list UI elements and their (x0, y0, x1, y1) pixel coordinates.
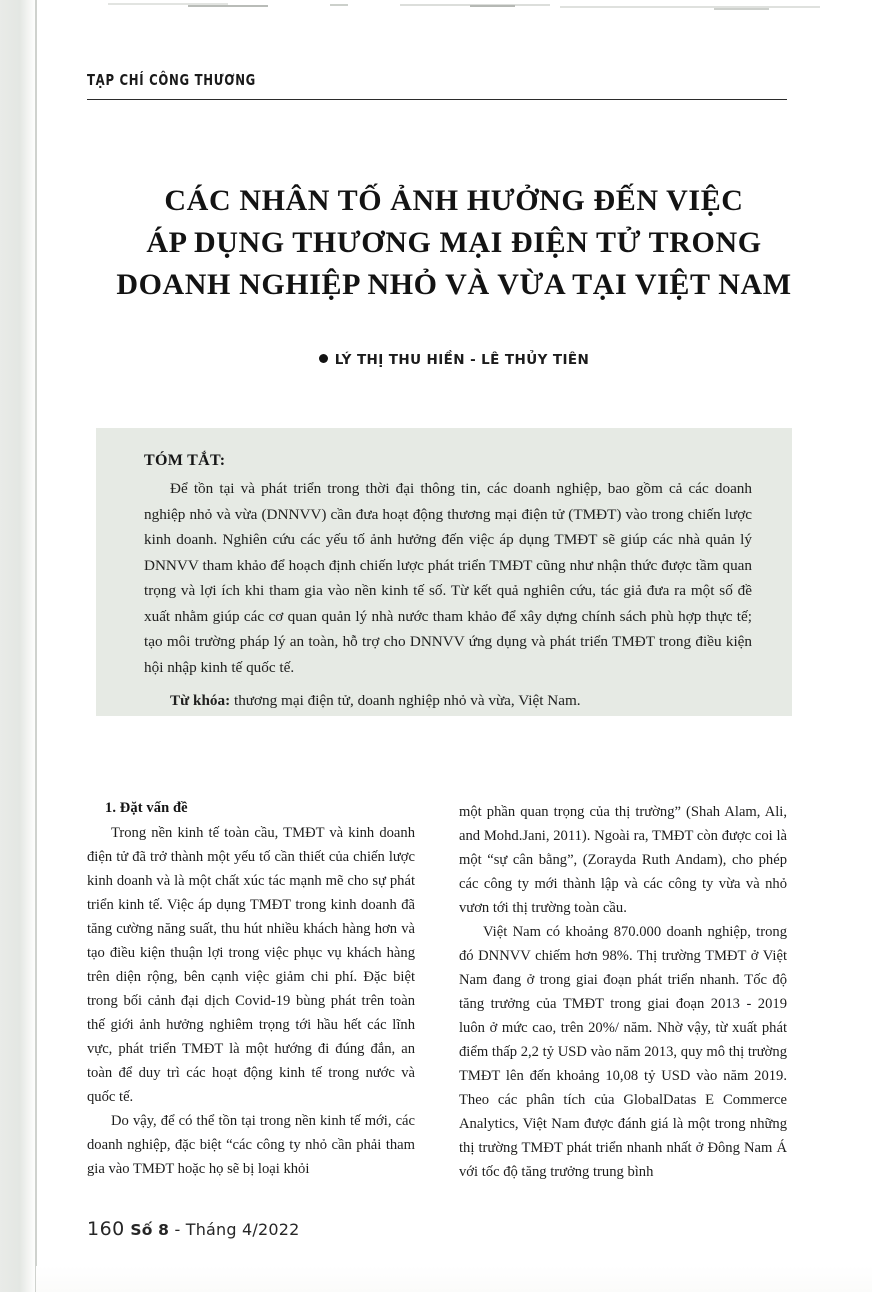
scan-edge-artifact (0, 0, 36, 1292)
paragraph: Do vậy, để có thể tồn tại trong nền kinh tế mới, các doanh nghiệp, đặc biệt “các công ty nhỏ cần phải tham gia vào TMĐT hoặc họ sẽ bị loại khỏi (87, 1113, 415, 1177)
title-line-2: ÁP DỤNG THƯƠNG MẠI ĐIỆN TỬ TRONG (146, 226, 762, 260)
title-line-1: CÁC NHÂN TỐ ẢNH HƯỞNG ĐẾN VIỆC (164, 184, 744, 218)
body-columns (87, 800, 787, 1200)
title-line-3: DOANH NGHIỆP NHỎ VÀ VỪA TẠI VIỆT NAM (116, 268, 792, 302)
scan-top-artifact (560, 6, 820, 8)
masthead (87, 70, 787, 90)
abstract-heading: TÓM TẮT: (144, 452, 226, 469)
masthead-rule (87, 99, 787, 100)
journal-name: TẠP CHÍ CÔNG THƯƠNG (87, 71, 256, 89)
author-byline (36, 352, 872, 368)
scan-top-artifact (188, 5, 268, 7)
section-heading-1: 1. Đặt vấn đề (105, 800, 188, 816)
keywords-value: thương mại điện tử, doanh nghiệp nhỏ và vừa, Việt Nam. (230, 692, 581, 709)
scan-top-artifact (470, 5, 515, 7)
issue-label: Số 8 (130, 1221, 170, 1239)
abstract-content (144, 452, 752, 714)
bullet-icon (319, 354, 328, 363)
page-footer (87, 1218, 300, 1240)
abstract-body: Để tồn tại và phát triển trong thời đại thông tin, các doanh nghiệp, bao gồm cả các doanh nghiệp nhỏ và vừa (DNNVV) cần đưa hoạt động thương mại điện tử (TMĐT) vào trong chiến lược kinh doanh. Nghiên cứu các yếu tố ảnh hưởng đến việc áp dụng TMĐT sẽ giúp các nhà quản lý DNNVV tham khảo để hoạch định chiến lược phát triển TMĐT cũng như nhận thức được tầm quan trọng và lợi ích khi tham gia vào nền kinh tế số. Từ kết quả nghiên cứu, tác giả đưa ra một số đề xuất nhằm giúp các cơ quan quản lý nhà nước tham khảo để xây dựng chính sách phù hợp thực tế; tạo môi trường pháp lý an toàn, hỗ trợ cho DNNVV ứng dụng và phát triển TMĐT trong điều kiện hội nhập kinh tế quốc tế. (144, 480, 752, 676)
page-number: 160 (87, 1218, 125, 1240)
keywords-label: Từ khóa: (170, 692, 231, 709)
issue-date: - Tháng 4/2022 (169, 1220, 300, 1239)
paragraph: Việt Nam có khoảng 870.000 doanh nghiệp, trong đó DNNVV chiếm hơn 98%. Thị trường TMĐT ở Việt Nam đang ở trong giai đoạn phát triển nhanh. Tốc độ tăng trưởng của TMĐT trong giai đoạn 2013 - 2019 luôn ở mức cao, trên 20%/ năm. Nhờ vậy, từ xuất phát điểm thấp 2,2 tỷ USD vào năm 2013, quy mô thị trường TMĐT lên đến khoảng 10,08 tỷ USD vào năm 2019. Theo các phân tích của GlobalDatas E Commerce Analytics, Việt Nam được đánh giá là một trong những thị trường TMĐT phát triển nhanh nhất ở Đông Nam Á với tốc độ tăng trưởng trung bình (459, 924, 787, 1180)
right-column (459, 800, 787, 1200)
left-column (87, 800, 415, 1200)
author-names: LÝ THỊ THU HIỀN - LÊ THỦY TIÊN (334, 352, 590, 368)
page-title (36, 180, 872, 306)
scan-top-artifact (714, 8, 769, 10)
scan-bottom-artifact (36, 1266, 872, 1292)
paragraph: một phần quan trọng của thị trường” (Shah Alam, Ali, and Mohd.Jani, 2011). Ngoài ra, TMĐT còn được coi là một “sự cân bằng”, (Zorayda Ruth Andam), cho phép các công ty mới thành lập và các công ty vừa và nhỏ vươn tới thị trường toàn cầu. (459, 804, 787, 916)
scan-top-artifact (330, 4, 348, 6)
paragraph: Trong nền kinh tế toàn cầu, TMĐT và kinh doanh điện tử đã trở thành một yếu tố cần thiết của chiến lược kinh doanh và là một chất xúc tác mạnh mẽ cho sự phát triển kinh tế. Việc áp dụng TMĐT trong kinh doanh đã tăng cường năng suất, thu hút nhiều khách hàng hơn và tạo điều kiện thuận lợi trong việc phục vụ khách hàng trên diện rộng, bên cạnh việc giảm chi phí. Đặc biệt trong bối cảnh đại dịch Covid-19 bùng phát trên toàn thế giới ảnh hưởng nghiêm trọng tới hầu hết các lĩnh vực, phát triển TMĐT là một hướng đi đúng đắn, an toàn để duy trì các hoạt động kinh tế trong nước và quốc tế. (87, 825, 415, 1105)
abstract-keywords (144, 688, 752, 714)
